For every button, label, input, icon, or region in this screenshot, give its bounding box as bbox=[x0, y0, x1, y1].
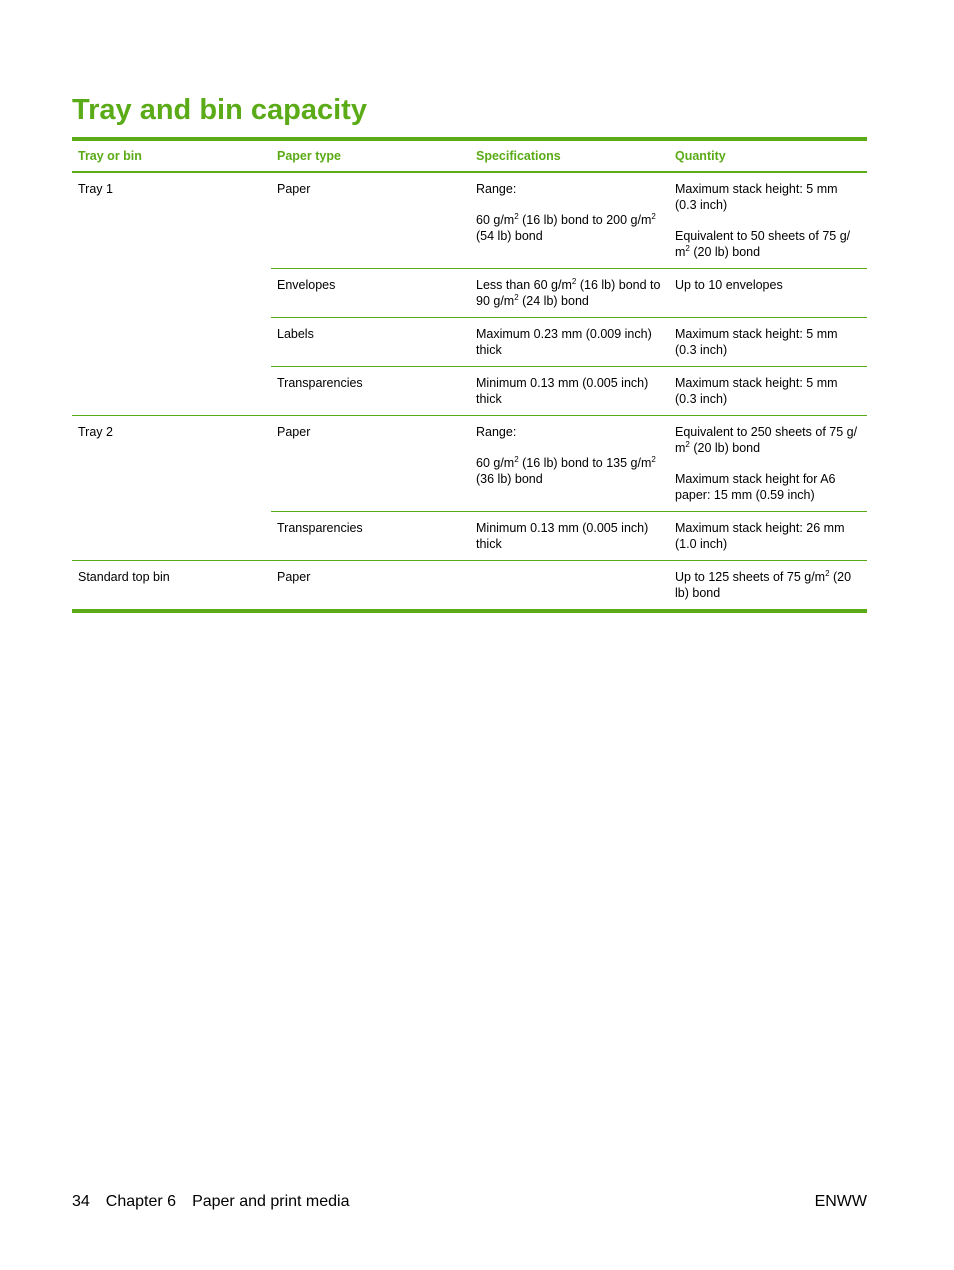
page-number: 34 bbox=[72, 1193, 90, 1210]
cell-quantity bbox=[669, 512, 867, 561]
cell-specifications-text: 60 $g/m^2$ (16 lb) bond to 200 $g/m^2$ (54 lb) bond bbox=[476, 212, 656, 243]
cell-specifications-text: Minimum 0.13 mm (0.005 inch) thick bbox=[476, 521, 649, 551]
cell-paper-type: Paper bbox=[271, 416, 470, 512]
cell-tray: Tray 1 bbox=[78, 182, 113, 196]
cell-quantity bbox=[669, 416, 867, 512]
table-row bbox=[72, 172, 867, 269]
cell-paper-type: Paper bbox=[277, 182, 311, 196]
cell-specifications bbox=[470, 172, 669, 269]
cell-quantity-text: Up to 125 sheets of 75 $g/m^2$ (20 lb) bond bbox=[675, 569, 852, 600]
header-specifications: Specifications bbox=[470, 141, 669, 172]
cell-quantity bbox=[669, 318, 867, 367]
cell-quantity bbox=[669, 561, 867, 610]
cell-specifications-text: Maximum 0.23 mm (0.009 inch) thick bbox=[476, 327, 652, 357]
capacity-table-container bbox=[72, 137, 867, 613]
cell-quantity-text: Maximum stack height: 5 mm (0.3 inch) bbox=[675, 327, 838, 357]
cell-tray: Standard top bin bbox=[72, 561, 271, 610]
cell-paper-type: Transparencies bbox=[271, 367, 470, 416]
cell-quantity bbox=[669, 172, 867, 269]
cell-specifications-text: Less than 60 $g/m^2$ (16 lb) bond to 90 $g/m^2$ (24 lb) bond bbox=[476, 277, 661, 308]
cell-quantity-text: Equivalent to 250 sheets of 75 g/ $m^2$ (20 lb) bond bbox=[675, 425, 858, 455]
header-quantity: Quantity bbox=[669, 141, 867, 172]
cell-specifications-text: 60 $g/m^2$ (16 lb) bond to 135 $g/m^2$ (36 lb) bond bbox=[476, 455, 656, 486]
cell-paper-type: Envelopes bbox=[271, 269, 470, 318]
cell-quantity-text: Maximum stack height: 5 mm (0.3 inch) bbox=[675, 376, 838, 406]
cell-specifications-text: Minimum 0.13 mm (0.005 inch) thick bbox=[476, 376, 649, 406]
cell-specifications bbox=[470, 512, 669, 561]
cell-quantity-text: Maximum stack height for A6 paper: 15 mm (0.59 inch) bbox=[675, 472, 836, 502]
cell-specifications bbox=[470, 416, 669, 512]
cell-paper-type: Transparencies bbox=[271, 512, 470, 561]
footer-right: ENWW bbox=[814, 1193, 867, 1210]
cell-specifications bbox=[470, 269, 669, 318]
cell-specifications bbox=[470, 367, 669, 416]
cell-quantity-text: Maximum stack height: 26 mm (1.0 inch) bbox=[675, 521, 845, 551]
cell-specifications bbox=[470, 561, 669, 610]
table-row bbox=[72, 416, 867, 512]
capacity-table bbox=[72, 141, 867, 609]
cell-quantity-text: Equivalent to 50 sheets of 75 g/ $m^2$ (20 lb) bond bbox=[675, 229, 851, 259]
header-paper-type: Paper type bbox=[271, 141, 470, 172]
cell-paper-type: Labels bbox=[271, 318, 470, 367]
table-row bbox=[72, 561, 867, 610]
cell-quantity-text: Maximum stack height: 5 mm (0.3 inch) bbox=[675, 182, 838, 212]
cell-specifications-text: Range: bbox=[476, 182, 517, 196]
cell-specifications-text: Range: bbox=[476, 425, 517, 439]
cell-tray: Tray 2 bbox=[72, 416, 271, 561]
cell-quantity bbox=[669, 269, 867, 318]
section-title: Paper and print media bbox=[192, 1193, 350, 1210]
chapter-label: Chapter 6 bbox=[105, 1193, 177, 1210]
cell-quantity bbox=[669, 367, 867, 416]
table-body bbox=[72, 172, 867, 609]
page-title: Tray and bin capacity bbox=[72, 94, 367, 126]
cell-paper-type: Paper bbox=[271, 561, 470, 610]
cell-specifications bbox=[470, 318, 669, 367]
table-header-row bbox=[72, 141, 867, 172]
cell-quantity-text: Up to 10 envelopes bbox=[675, 278, 783, 292]
header-tray-or-bin: Tray or bin bbox=[72, 141, 271, 172]
footer-left bbox=[72, 1192, 350, 1212]
